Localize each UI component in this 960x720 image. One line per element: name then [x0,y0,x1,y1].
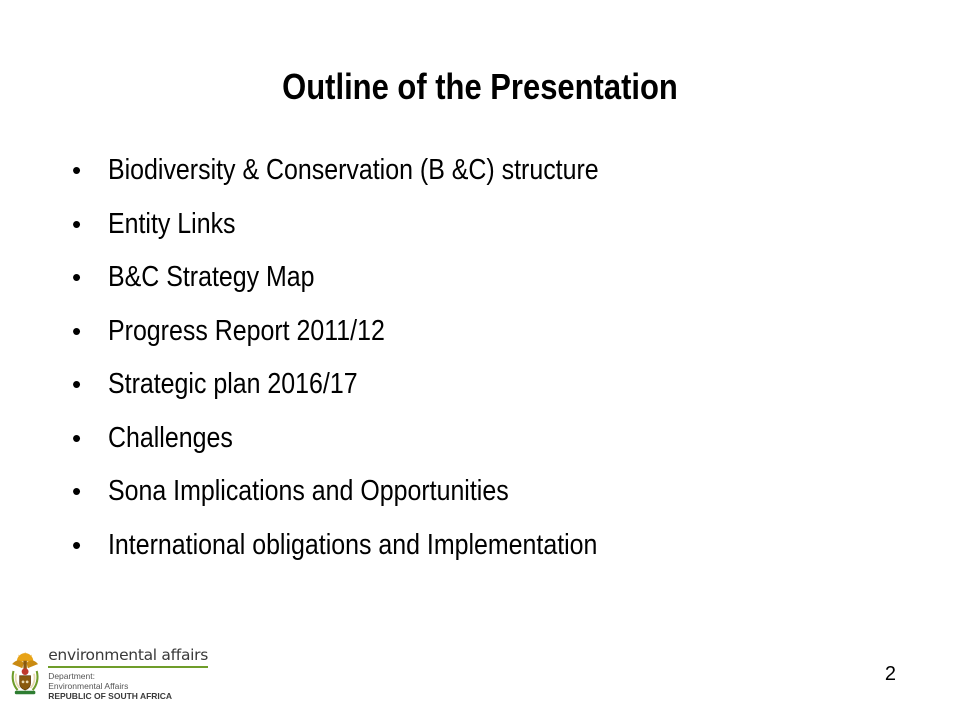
south-africa-coat-of-arms-icon [8,640,42,706]
bullet-text: International obligations and Implementation [108,528,598,561]
bullet-dot-icon: • [72,208,82,239]
bullet-text: Biodiversity & Conservation (B &C) structure [108,154,599,187]
bullet-dot-icon: • [72,262,82,293]
bullet-text: Challenges [108,421,233,454]
logo-department-name: Environmental Affairs [48,680,129,691]
outline-bullet-list [72,144,679,572]
bullet-item [72,144,679,198]
bullet-item [72,358,679,412]
logo-brand-name: environmental affairs [48,646,208,668]
logo-department-label: Department: [48,670,95,681]
bullet-dot-icon: • [72,369,82,400]
slide-title: Outline of the Presentation [282,66,678,107]
bullet-item [72,465,679,519]
bullet-item [72,305,679,359]
bullet-dot-icon: • [72,529,82,560]
bullet-dot-icon: • [72,476,82,507]
bullet-dot-icon: • [72,315,82,346]
logo-text-block [48,646,208,701]
bullet-item [72,251,679,305]
logo-country-name: REPUBLIC OF SOUTH AFRICA [48,690,173,701]
page-number: 2 [884,663,896,685]
bullet-dot-icon: • [72,155,82,186]
bullet-item [72,519,679,573]
bullet-text: Progress Report 2011/12 [108,314,385,347]
bullet-dot-icon: • [72,422,82,453]
bullet-text: Sona Implications and Opportunities [108,475,509,508]
bullet-text: B&C Strategy Map [108,261,315,294]
bullet-text: Strategic plan 2016/17 [108,368,358,401]
bullet-text: Entity Links [108,207,236,240]
bullet-item [72,198,679,252]
bullet-item [72,412,679,466]
department-logo [8,638,208,708]
